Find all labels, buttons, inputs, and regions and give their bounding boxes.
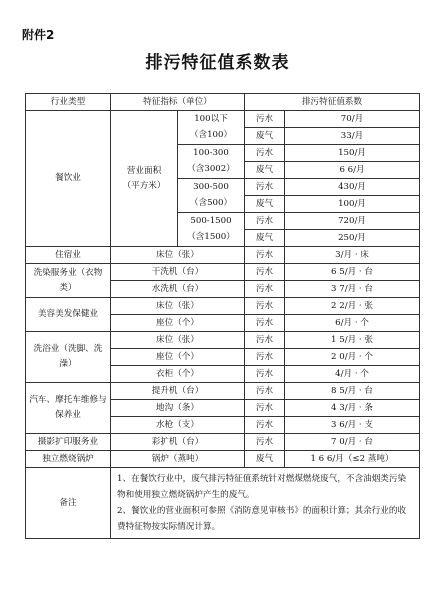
industry-cell: 洗浴业（洗脚、洗澡） [26,332,111,383]
indicator-cell: 水枪（支） [111,417,245,434]
area-range-top: 500-1500 [178,213,245,230]
industry-row [26,383,420,400]
header-coefficient: 排污特征值系数 [245,94,420,111]
pollutant-type: 污水 [245,332,285,349]
coefficient-value: 720/月 [285,213,420,230]
pollutant-type: 废气 [245,162,285,179]
coefficient-value: 6 5/月 · 台 [285,264,420,281]
coefficient-value: 33/月 [285,128,420,145]
indicator-cell: 彩扩机（台） [111,434,245,451]
coefficient-value: 1 6 6/月（≤2 蒸吨） [285,451,420,468]
pollutant-type: 废气 [245,128,285,145]
coefficient-value: 430/月 [285,179,420,196]
industry-label: 餐饮业 [55,173,81,183]
industry-cell: 汽车、摩托车维修与保养业 [26,383,111,434]
coefficient-value: 7 0/月 · 台 [285,434,420,451]
industry-cell: 洗染服务业（衣物类） [26,264,111,298]
pollutant-type: 污水 [245,383,285,400]
industry-row [26,332,420,349]
industry-cell [26,111,111,247]
indicator-cell: 座位（个） [111,315,245,332]
coefficient-value: 3 7/月 · 台 [285,281,420,298]
coefficient-value: 2 0/月 · 个 [285,349,420,366]
industry-cell: 美容美发保健业 [26,298,111,332]
coefficient-value: 6 6/月 [285,162,420,179]
coefficient-value: 250/月 [285,230,420,247]
header-industry: 行业类型 [26,94,111,111]
header-row [26,94,420,111]
coefficient-value: 4 3/月 · 条 [285,400,420,417]
area-range-top: 100-300 [178,145,245,162]
notes-row [26,468,420,539]
notes-label: 备注 [26,468,111,539]
pollutant-type: 废气 [245,196,285,213]
indicator-cell: 衣柜（个） [111,366,245,383]
coefficient-value: 6/月 · 个 [285,315,420,332]
pollutant-type: 污水 [245,315,285,332]
industry-row [26,451,420,468]
area-indicator-cell [111,111,178,247]
pollutant-type: 污水 [245,366,285,383]
pollutant-type: 污水 [245,298,285,315]
industry-cell: 独立燃烧锅炉 [26,451,111,468]
coefficient-value: 2 2/月 · 张 [285,298,420,315]
coefficient-value: 100/月 [285,196,420,213]
document-title: 排污特征值系数表 [145,53,290,73]
area-range-top: 300-500 [178,179,245,196]
coefficient-value: 4/月 · 个 [285,366,420,383]
emission-coefficient-table [25,93,420,539]
pollutant-type: 污水 [245,111,285,128]
pollutant-type: 污水 [245,247,285,264]
area-range-top: 100以下 [178,111,245,128]
pollutant-type: 污水 [245,213,285,230]
indicator-cell: 提升机（台） [111,383,245,400]
area-range-bottom: （含1500） [178,230,245,247]
coefficient-value: 3/月 · 床 [285,247,420,264]
coefficient-value: 3 6/月 · 支 [285,417,420,434]
indicator-cell: 座位（个） [111,349,245,366]
pollutant-type: 污水 [245,264,285,281]
area-range-bottom: （含500） [178,196,245,213]
note-item: 1、在餐饮行业中，废气排污特征值系统针对燃煤燃烧废气，不含油烟类污染物和使用独立燃烧锅炉产生的废气。 [117,474,407,500]
pollutant-type: 废气 [245,230,285,247]
pollutant-type: 污水 [245,434,285,451]
indicator-cell: 床位（张） [111,298,245,315]
coefficient-value: 8 5/月 · 台 [285,383,420,400]
area-indicator-label: 营业面积 [126,165,162,176]
industry-row [26,434,420,451]
coefficient-value: 70/月 [285,111,420,128]
indicator-cell: 床位（张） [111,247,245,264]
pollutant-type: 污水 [245,349,285,366]
indicator-cell: 干洗机（台） [111,264,245,281]
pollutant-type: 污水 [245,179,285,196]
attachment-label: 附件2 [22,28,55,42]
pollutant-type: 污水 [245,400,285,417]
area-range-bottom: （含100） [178,128,245,145]
coefficient-value: 150/月 [285,145,420,162]
industry-row [26,264,420,281]
industry-cell: 住宿业 [26,247,111,264]
indicator-cell: 锅炉（蒸吨） [111,451,245,468]
pollutant-type: 污水 [245,145,285,162]
area-range-bottom: （含3002） [178,162,245,179]
industry-row [26,298,420,315]
pollutant-type: 废气 [245,451,285,468]
pollutant-type: 污水 [245,417,285,434]
coefficient-value: 1 5/月 · 张 [285,332,420,349]
industry-row [26,247,420,264]
industry-cell: 摄影扩印服务业 [26,434,111,451]
indicator-cell: 床位（张） [111,332,245,349]
indicator-cell: 地沟（条） [111,400,245,417]
indicator-cell: 水洗机（台） [111,281,245,298]
catering-row [26,111,420,128]
pollutant-type: 污水 [245,281,285,298]
header-indicator: 特征指标（单位） [111,94,245,111]
notes-cell [111,468,420,539]
note-item: 2、餐饮业的营业面积可参照《消防意见审核书》的面积计算；其余行业的收费特征物按实际情况计算。 [117,506,407,532]
area-indicator-unit: （平方米） [122,180,166,191]
